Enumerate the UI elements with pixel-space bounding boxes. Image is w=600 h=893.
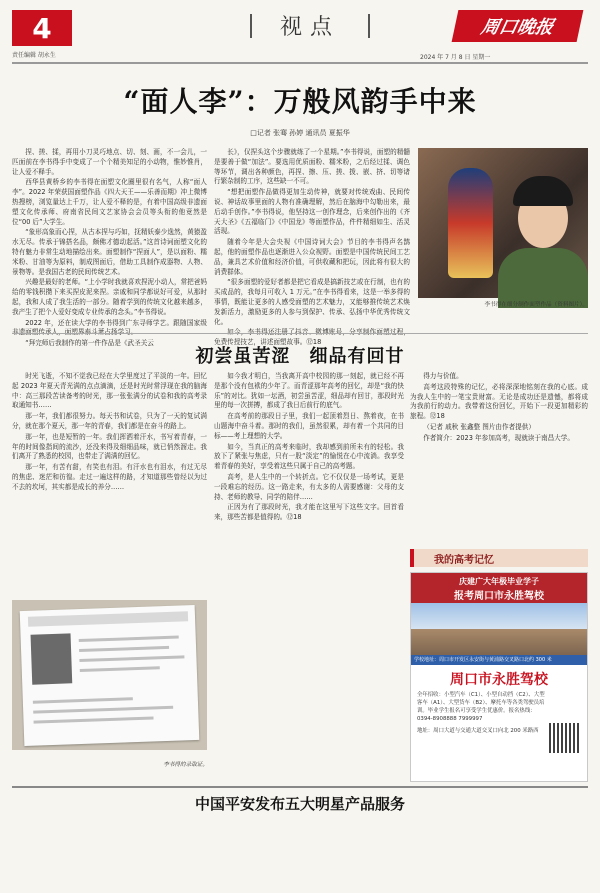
bottom-rule (12, 786, 588, 788)
section-title: 视点 (279, 14, 340, 40)
ad-banner (411, 573, 587, 603)
paragraph: 如今我才明白，当我离开高中校园的那一刻起，就已经不再是那个没有包袱的少年了。而青涩那年高考的回忆，却是“我的快乐”的对比。犹如一坛酒，初尝虽苦涩，细品却有回甘，那段时光里的每一次拼搏，都成了我日后前行的底气。 (214, 372, 404, 410)
driving-school-ad (410, 572, 588, 782)
section-rule (12, 333, 588, 334)
article2-column-1 (12, 372, 207, 594)
student-portrait (31, 633, 73, 684)
text-line (33, 706, 173, 714)
admission-letter-photo (12, 600, 207, 750)
text-line (79, 646, 169, 652)
paragraph: “很多面塑的爱好者都是把它看成是搞新技艺或在行制，也有的买成品的，我每月可收入 1 万元。”在李书得看来，这是一举多得的事情，既能让更多的人感受面塑的艺术魅力，又能够推传统艺术焕发新活力，激励更多的人参与到保护、传承、弘扬中华优秀传统文化。 (214, 278, 410, 326)
paragraph: 2022 年，还在读大学的李书得到广东寻师学艺。跟随国家级 (25, 318, 207, 327)
text-line (34, 716, 154, 723)
newspaper-logo: 周口晚报 (452, 10, 584, 42)
ad-address-strip: 学校地址：周口市开发区永安街与黄浦路交叉路口北约 300 米 (411, 655, 587, 665)
paragraph: 得力与价值。 (423, 372, 463, 380)
text-line (79, 655, 184, 662)
text-line (79, 636, 179, 642)
paragraph: 在高考前的那段日子里，我们一起顶着烈日、熬着夜，在书山题海中奋斗着。那时的我们，虽然很累，却有着一个共同的目标——考上理想的大学。 (214, 412, 404, 440)
editor-credit: 责任编辑 胡永生 (12, 52, 56, 59)
ad-location: 地址：周口大道与交通大道交叉口向北 200 米路西 (417, 728, 539, 734)
artisan-photo (418, 148, 588, 298)
paragraph: 随着今年是大会央视《中国诗词大会》节目的李书得声名鹊起，他的面塑作品也逐渐进入公众视野。面塑是中国传统民间工艺品，兼具艺术价值和经济价值，可供收藏和把玩，因此将有很大的消费群体。 (214, 238, 410, 276)
section-divider-right (368, 14, 370, 38)
article-byline: □记者 张骞 孙婷 通讯员 夏振华 (250, 129, 350, 137)
qr-code-icon (549, 723, 579, 753)
paragraph: 兴趣是最好的老师。“上小学时我就喜欢捏泥小动人，常把爸妈给的零钱积攒下来买捏皮泥来捏。亲戚和同学都说好可爱，从那时起，我和人成了我生活的一部分。随着学到的传统文化越来越多，我产生了把个人爱好变成专业传承的念头。”李书得说。 (12, 278, 207, 316)
section-divider-left (250, 14, 252, 38)
photo-caption: 李书得在细分制作面塑作品（资料图片）。 (484, 302, 588, 308)
ad-services: 全年招收：小型汽车（C1）、小型自动挡（C2）、大型客车（A1）、大型货车（B2）、摩托车等各类驾驶员培训。毕业学生报名可享受学生优惠价。报名热线：0394-8908888 7999997 (417, 692, 545, 722)
text-line (33, 697, 133, 703)
artisan-shirt (498, 248, 588, 308)
article2-column-3 (410, 372, 588, 544)
paragraph: （记者 戚秋 张鑫整 图片由作者提供） (423, 422, 535, 431)
ad-banner-line1: 庆建广大年极毕业学子 (459, 577, 539, 586)
letter-header (28, 611, 188, 627)
issue-date: 2024 年 7 月 8 日 星期一 (420, 54, 491, 61)
article-column-2 (214, 148, 410, 347)
bottom-headline: 中国平安发布五大明星产品服务 (194, 795, 405, 813)
school-name: 周口市永胜驾校 (450, 672, 548, 688)
paragraph: 那一年，有苦有甜，有笑也有泪。有汗水也有泪水，有过无尽的焦虑、迷茫和彷徨。走过一遍这样的路，才知道那些曾经以为过不去的坎坷，其实都是成长的养分…… (12, 463, 207, 491)
article2-column-2 (214, 372, 404, 782)
paragraph: 高考这段特殊的记忆，必将深深地铭刻在我的心底。成为我人生中的一笔宝贵财富。无论是成功还是遗憾，都将成为我前行的动力。我带着这份回忆，开始下一段更加精彩的旅程。⑫18 (410, 382, 588, 421)
paragraph: 如今，当真正的高考来临时，我却感到前所未有的轻松。我放下了紧张与焦虑，只有一股“淡定”的愉悦在心中流淌。我享受着青春的美好，享受着这些只属于自己的高考题。 (214, 442, 404, 471)
memory-column-label: 我的高考记忆 (410, 549, 588, 567)
paragraph: 西华县黄桥乡的李书得在面塑文化圈里很有名气，人称“面人李”。2022 年荣获国面塑作品《四大天王——乐善而期》冲上微博热搜榜，浏览量达上千万，让人爱不释的是，有着中国高级非遗面塑文化传承师、府南省民间文艺家协会会员等头衔的他竟然是位“00 后”大学生。 (12, 178, 207, 226)
paragraph: 那一年，也是短暂的一年。我们挥洒着汗水，书写着青春，一年的时间像指间的流沙，还没来得及细细品味，就已悄然溜走。我们离开了熟悉的校园，也带走了满满的回忆。 (12, 432, 207, 461)
page-number: 4 (12, 10, 72, 46)
photo-caption-2: 李书得的录取证。 (163, 762, 208, 768)
paragraph: “象形高象而心捏，从古本捏与巧如，抚精妖泰少逸然，黄猿盈水无尽。传承于锦搭名品，颇佛才德动起活。”这首诗词面塑文化的特有魅力非常生动地描绘出来。面塑制作“捏面人”，是以面粉、糯米粉、甘油等为原料，制成图面后，借助工具制作成器物、人物、景物等。是我国古老的民间传统艺术。 (12, 228, 207, 276)
paragraph: 高考，是人生中的一个转折点。它不仅仅是一场考试，更是一段难忘的经历。这一路走来，有太多的人需要感谢：父母的支持、老师的教导、同学的陪伴…… (214, 472, 404, 501)
article-column-1 (12, 148, 207, 348)
dough-figurine (448, 168, 493, 278)
header-rule (12, 62, 588, 64)
admission-letter (20, 605, 200, 746)
paragraph: 免费传授技艺，讲述面塑故事。⑫18 (214, 338, 322, 347)
text-line (80, 666, 160, 672)
ad-banner-line2: 报考周口市永胜驾校 (454, 591, 544, 602)
masthead (0, 0, 600, 70)
paragraph: 时光飞逝，不知不觉我已经在大学里度过了平淡的一年。回忆起 2023 年夏天青光满的点点滴滴，还是时光时常浮现在我的脑海中：高三那段苦读备考的时光，那一张张满分的试卷和我的高考录取通知书…… (12, 372, 207, 410)
campus-photo (411, 603, 587, 655)
paragraph: 作者简介：2023 年参加高考，现就读于南昌大学。 (423, 433, 574, 442)
artisan-hair (513, 176, 573, 206)
paragraph: 长》，仅捏头这个步骤就练了一个星期。”李书得说，面塑的精髓是要善于做“加法”。要选用优质面粉、糯米粉，之后经过揉、调色等环节，调出各种颜色，再捏、擦、压、搓、拨、嵌、挤、切等诸行繁杂制的工序，这些缺一不可。 (214, 148, 410, 186)
article-headline: “面人李”：万般风韵手中来 (123, 85, 477, 118)
article-headline-2: 初尝虽苦涩 细品有回甘 (195, 346, 405, 367)
paragraph: “想把面塑作品做得更加生动传神，就要对传统戏曲、民间传说、神话故事里面的人物有准确理解，然后在脑海中勾勒出来，最后动手创作。”李书得说，他坚持这一创作理念，后来创作出的《齐天大圣》《五福临门》《中国龙》等面塑作品，件件精细如生、活灵活现。 (214, 188, 410, 236)
paragraph: 捏、搓、揉，再用小刀灵巧地点、切、刻、画，不一会儿，一匹面前在李书得手中变成了一个个精美知足的小动物，惟妙惟肖，让人爱不释手。 (12, 148, 207, 176)
paragraph: “拜完师后我制作的第一件作品是《武圣关云 (25, 339, 154, 348)
paragraph: 那一年，我们都很努力。每天书和试卷，只为了一天的复试满分，就在那个夏天，那一年的青春，我们都是在奋斗的路上。 (12, 412, 207, 430)
paragraph: 正因为有了那段时光，我才能在这里写下这些文字。回首看来，那些苦都是值得的。⑫18 (214, 503, 404, 522)
